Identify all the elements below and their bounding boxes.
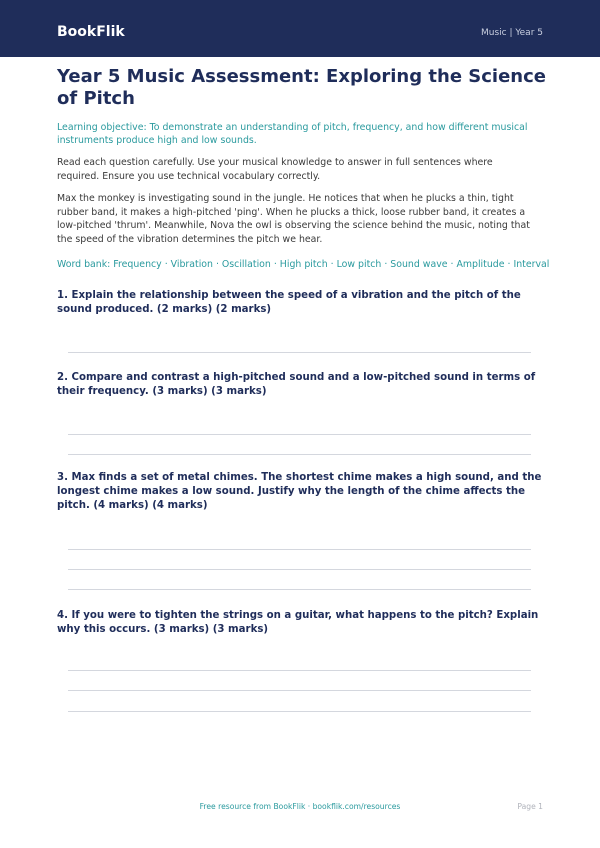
footer-credit[interactable]: Free resource from BookFlik · bookflik.com/resources <box>199 802 401 811</box>
answer-line[interactable] <box>68 549 531 550</box>
instructions-text: Read each question carefully. Use your musical knowledge to answer in full sentences where required. Ensure you use technical vocabulary correctly. <box>57 157 493 182</box>
page-number: Page 1 <box>517 802 543 811</box>
brand-logo[interactable]: BookFlik <box>57 24 125 40</box>
answer-line[interactable] <box>68 569 531 570</box>
question-2: 2. Compare and contrast a high-pitched sound and a low-pitched sound in terms of their frequency. (3 marks) (3 marks) <box>57 372 536 397</box>
answer-line[interactable] <box>68 711 531 712</box>
header-bar <box>0 0 600 57</box>
word-bank: Word bank: Frequency · Vibration · Oscillation · High pitch · Low pitch · Sound wave · Amplitude · Interval <box>57 259 550 270</box>
answer-line[interactable] <box>68 589 531 590</box>
answer-line[interactable] <box>68 690 531 691</box>
answer-line[interactable] <box>68 434 531 435</box>
answer-line[interactable] <box>68 454 531 455</box>
answer-line[interactable] <box>68 352 531 353</box>
learning-objective: Learning objective: To demonstrate an understanding of pitch, frequency, and how different musical instruments produce high and low sounds. <box>57 122 528 146</box>
scenario-text: Max the monkey is investigating sound in the jungle. He notices that when he plucks a thin, tight rubber band, it makes a high-pitched 'ping'. When he plucks a thick, loose rubber band, it creates a low-pitched 'thrum'. Meanwhile, Nova the owl is observing the science behind the music, noting that the speed of the vibration determines the pitch we hear. <box>57 193 530 245</box>
question-1: 1. Explain the relationship between the speed of a vibration and the pitch of the sound produced. (2 marks) (2 marks) <box>57 290 521 315</box>
breadcrumb: Music | Year 5 <box>480 28 543 38</box>
answer-line[interactable] <box>68 670 531 671</box>
page-title: Year 5 Music Assessment: Exploring the Science of Pitch <box>57 66 546 109</box>
question-4: 4. If you were to tighten the strings on a guitar, what happens to the pitch? Explain why this occurs. (3 marks) (3 marks) <box>57 610 539 635</box>
question-3: 3. Max finds a set of metal chimes. The shortest chime makes a high sound, and the longest chime makes a low sound. Justify why the length of the chime affects the pitch. (4 marks) (4 marks) <box>57 472 542 511</box>
